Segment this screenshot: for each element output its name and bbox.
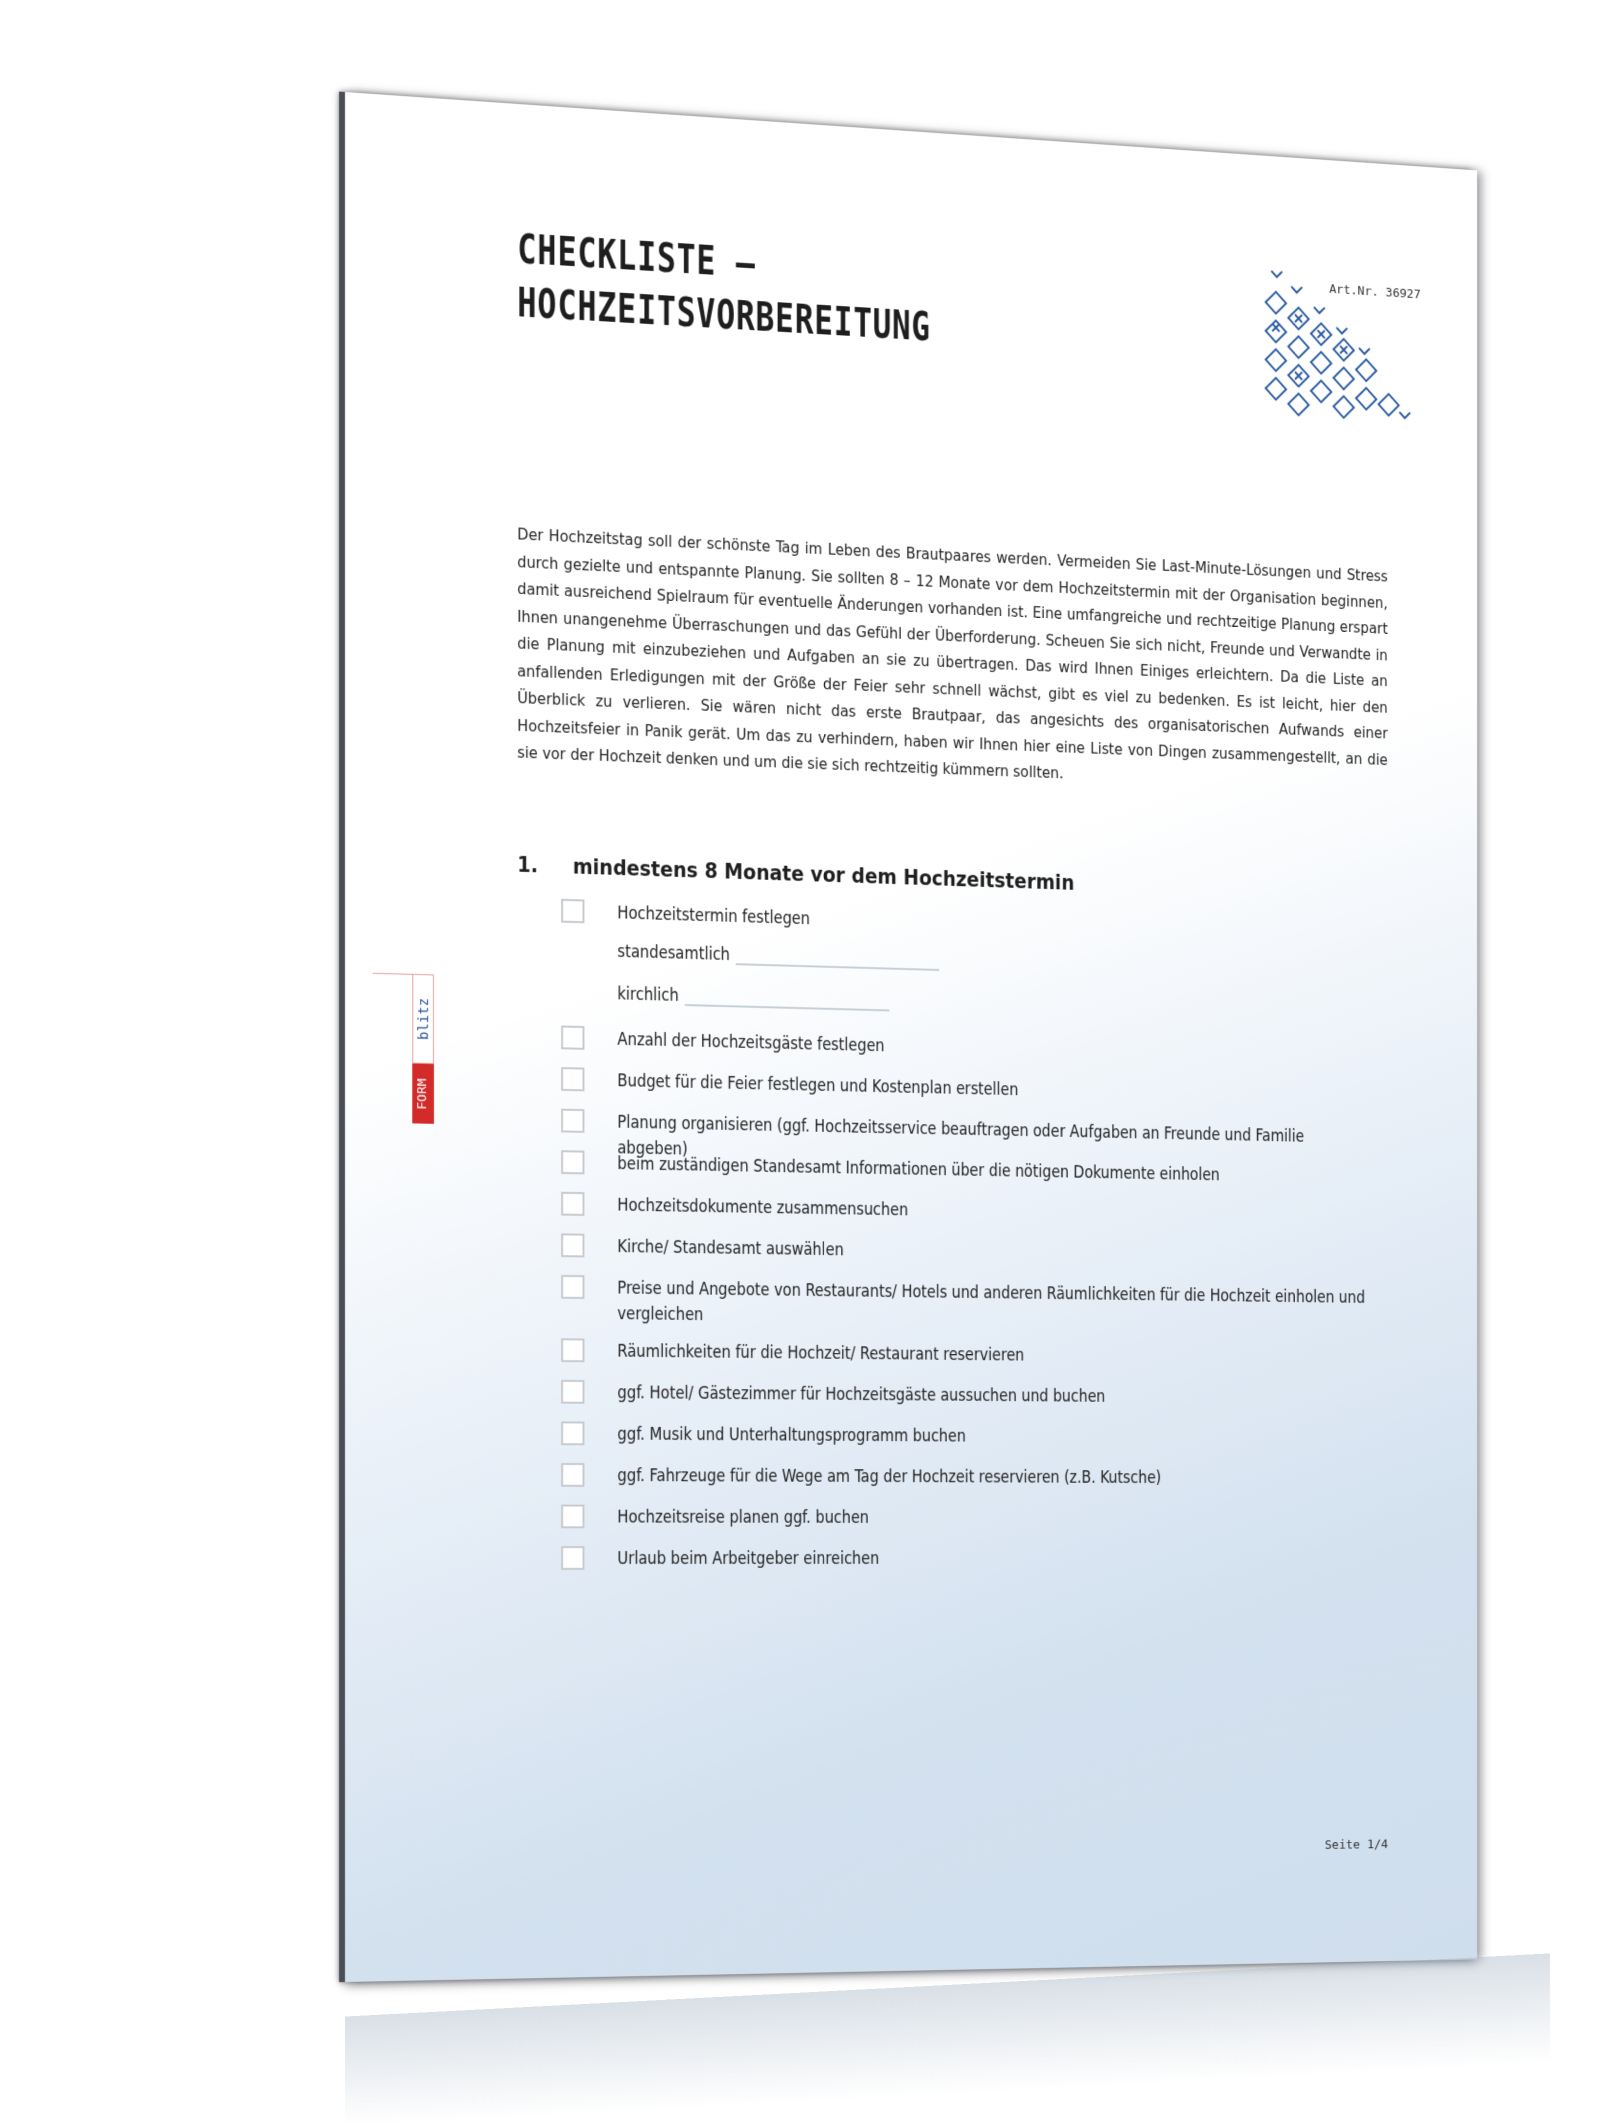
checklist-item[interactable] (561, 1025, 1374, 1070)
page-number: Seite 1/4 (1324, 1837, 1389, 1853)
item-label: ggf. Musik und Unterhaltungsprogramm buchen (617, 1424, 966, 1447)
checkbox[interactable] (561, 1546, 584, 1570)
checkbox[interactable] (561, 1109, 584, 1133)
checkbox[interactable] (561, 1150, 584, 1174)
brand-form: FORM (412, 1064, 434, 1124)
subfield-label: standesamtlich (617, 942, 730, 965)
checklist-item[interactable] (561, 1463, 1374, 1491)
title-line-1: CHECKLISTE – (517, 226, 756, 288)
checklist-item[interactable] (561, 1275, 1374, 1335)
checkbox[interactable] (561, 1025, 584, 1049)
subfield-kirchlich (617, 984, 889, 1011)
article-number: Art.Nr. 36927 (1329, 282, 1421, 303)
standesamtlich-input[interactable] (736, 946, 940, 971)
checkbox[interactable] (561, 1233, 584, 1257)
checkbox[interactable] (561, 1275, 584, 1299)
document-page (345, 92, 1477, 1982)
checklist-item[interactable] (561, 1233, 1374, 1270)
item-label: Kirche/ Standesamt auswählen (617, 1237, 844, 1261)
item-label: Planung organisieren (ggf. Hochzeitsservice beauftragen oder Aufgaben an Freunde und Familie abgeben) (617, 1112, 1305, 1160)
brand-blitz: blitz (412, 974, 434, 1064)
checklist-item[interactable] (561, 1067, 1374, 1111)
item-label: Anzahl der Hochzeitsgäste festlegen (617, 1029, 885, 1057)
checkbox[interactable] (561, 1067, 584, 1091)
page-edge (339, 92, 345, 1983)
checkbox[interactable] (561, 1192, 584, 1216)
kirchlich-input[interactable] (685, 986, 890, 1011)
checklist-item[interactable] (561, 1192, 1374, 1231)
item-label: ggf. Hotel/ Gästezimmer für Hochzeitsgäste aussuchen und buchen (617, 1383, 1106, 1407)
checkbox[interactable] (561, 1380, 584, 1404)
formblitz-logo (412, 974, 434, 1124)
checkbox[interactable] (561, 1505, 584, 1529)
section-title: mindestens 8 Monate vor dem Hochzeitstermin (572, 854, 1075, 896)
section-heading (517, 853, 1074, 896)
checkbox[interactable] (561, 1338, 584, 1362)
item-label: Hochzeitsreise planen ggf. buchen (617, 1507, 869, 1528)
page-reflection (345, 1953, 1550, 2126)
intro-paragraph: Der Hochzeitstag soll der schönste Tag im Leben des Brautpaares werden. Vermeiden Sie Last-Minute-Lösungen und Stress durch gezielte und entspannte Planung. Sie sollten 8 – 12 Monate vor dem Hochzeitstermin mit der Organisation beginnen, damit ausreichend Spielraum für eventuelle Änderungen vorhanden ist. Eine umfangreiche und rechtzeitige Planung erspart Ihnen unangenehme Überraschungen und das Gefühl der Überforderung. Scheuen Sie sich nicht, Freunde und Verwandte in die Planung mit einzubeziehen und Aufgaben an sie zu übertragen. Das wird Ihnen Einiges erleichtern. Da die Liste an anfallenden Erledigungen mit der Größe der Feier sehr schnell wächst, gibt es viel zu bedenken. Es ist leicht, hier den Überblick zu verlieren. Sie wären nicht das erste Brautpaar, das angesichts des organisatorischen Aufwands einer Hochzeitsfeier in Panik gerät. Um das zu verhindern, haben wir Ihnen hier eine Liste von Dingen zusammengestellt, an die sie vor der Hochzeit denken und um die sie sich rechtzeitig kümmern sollten. (517, 524, 1388, 783)
checklist-item[interactable] (561, 899, 1374, 949)
brand-line (373, 973, 413, 975)
item-label: beim zuständigen Standesamt Informationen über die nötigen Dokumente einholen (617, 1154, 1220, 1186)
item-label: Budget für die Feier festlegen und Kostenplan erstellen (617, 1071, 1019, 1101)
checklist-item[interactable] (561, 1380, 1374, 1412)
checklist-item[interactable] (561, 1338, 1374, 1371)
checkbox-pattern-icon (1264, 251, 1422, 432)
item-label: Hochzeitsdokumente zusammensuchen (617, 1195, 909, 1221)
document-title (517, 223, 930, 354)
checkbox[interactable] (561, 899, 584, 923)
subfield-standesamtlich (617, 942, 939, 971)
subfield-label: kirchlich (617, 984, 679, 1006)
checklist-item[interactable] (561, 1505, 1374, 1532)
item-label: ggf. Fahrzeuge für die Wege am Tag der Hochzeit reservieren (z.B. Kutsche) (617, 1466, 1162, 1488)
section-number: 1. (517, 852, 539, 879)
checklist-item[interactable] (561, 1421, 1374, 1451)
checkbox[interactable] (561, 1421, 584, 1445)
title-line-2: HOCHZEITSVORBEREITUNG (517, 280, 931, 351)
item-label: Preise und Angebote von Restaurants/ Hotels und anderen Räumlichkeiten für die Hochzeit einholen und vergleichen (617, 1278, 1365, 1326)
checkbox[interactable] (561, 1463, 584, 1487)
item-label: Räumlichkeiten für die Hochzeit/ Restaurant reservieren (617, 1341, 1025, 1366)
item-label: Urlaub beim Arbeitgeber einreichen (617, 1549, 880, 1569)
checklist-item[interactable] (561, 1546, 1374, 1572)
item-label: Hochzeitstermin festlegen (617, 903, 810, 930)
